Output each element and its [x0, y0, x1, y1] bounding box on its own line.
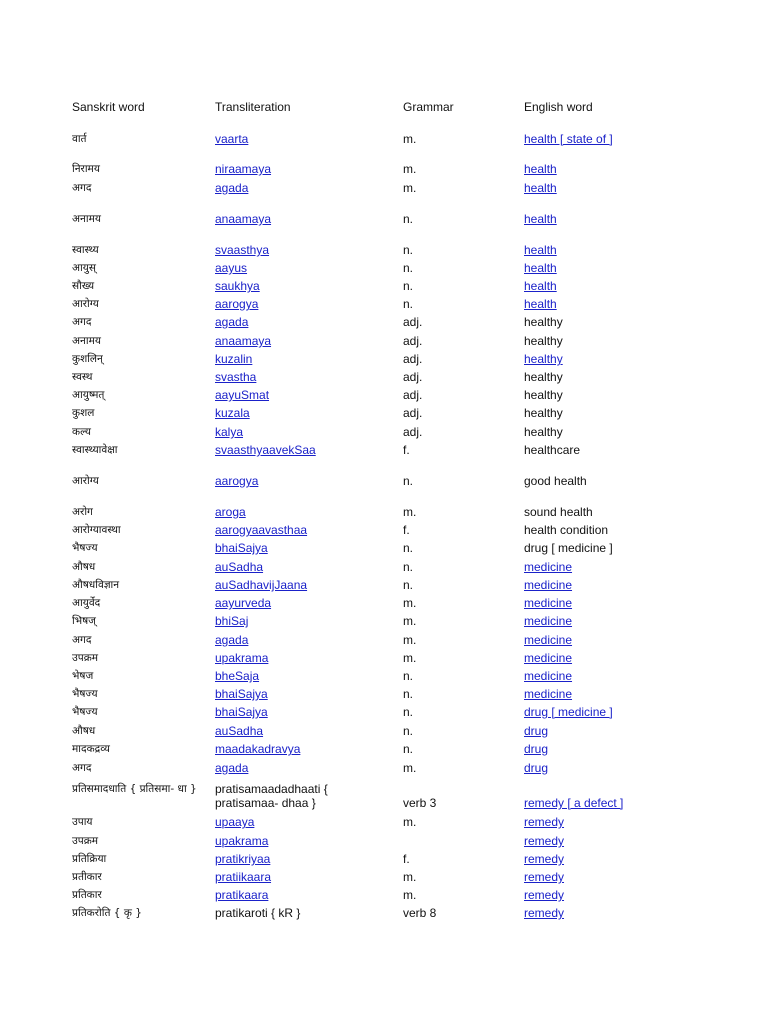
grammar-cell: n. [403, 687, 414, 701]
table-row [0, 314, 768, 332]
transliteration-link[interactable]: bhaiSajya [215, 705, 268, 719]
grammar-cell: n. [403, 279, 414, 293]
english-word-link[interactable]: health [524, 279, 557, 293]
english-word-text: healthy [524, 388, 563, 402]
grammar-cell: adj. [403, 352, 423, 366]
sanskrit-word: औषध [72, 725, 96, 737]
sanskrit-word: प्रतिसमादधाति { प्रतिसमा- धा } [72, 783, 197, 795]
english-word-link[interactable]: remedy [524, 888, 565, 902]
transliteration-link[interactable]: pratikaara [215, 888, 269, 902]
table-row [0, 833, 768, 851]
grammar-cell: n. [403, 474, 414, 488]
table-row [0, 595, 768, 613]
english-word-link[interactable]: health [524, 212, 557, 226]
table-row [0, 741, 768, 759]
table-row [0, 369, 768, 387]
english-word-link[interactable]: remedy [524, 852, 565, 866]
english-word-link[interactable]: remedy [524, 870, 565, 884]
transliteration-link[interactable]: bhaiSajya [215, 541, 268, 555]
sanskrit-word: उपाय [72, 816, 93, 828]
english-word-link[interactable]: drug [ medicine ] [524, 705, 613, 719]
english-word-link[interactable]: health [524, 261, 557, 275]
table-row [0, 782, 768, 812]
table-row [0, 540, 768, 558]
transliteration-link[interactable]: bhiSaj [215, 614, 249, 628]
transliteration-link[interactable]: aroga [215, 505, 246, 519]
table-row [0, 424, 768, 442]
transliteration-link[interactable]: aarogyaavasthaa [215, 523, 308, 537]
grammar-cell: m. [403, 505, 417, 519]
sanskrit-word: आयुष्मत् [72, 389, 105, 401]
english-word-link[interactable]: remedy [524, 834, 565, 848]
grammar-cell: m. [403, 888, 417, 902]
english-word-text: sound health [524, 505, 593, 519]
transliteration-link[interactable]: kuzalin [215, 352, 253, 366]
transliteration-link[interactable]: anaamaya [215, 212, 272, 226]
table-row [0, 278, 768, 296]
english-word-link[interactable]: healthy [524, 352, 563, 366]
transliteration-link[interactable]: agada [215, 633, 249, 647]
sanskrit-word: कुशलिन् [72, 353, 103, 365]
transliteration-link[interactable]: auSadha [215, 724, 264, 738]
sanskrit-word: अगद [72, 634, 92, 646]
sanskrit-word: औषध [72, 561, 96, 573]
english-word-link[interactable]: health [524, 181, 557, 195]
english-word-link[interactable]: remedy [524, 815, 565, 829]
grammar-cell: m. [403, 181, 417, 195]
table-row [0, 814, 768, 832]
table-row [0, 473, 768, 491]
header-grammar: Grammar [403, 100, 454, 114]
sanskrit-word: प्रतिकरोति { कृ } [72, 907, 142, 919]
grammar-cell: f. [403, 852, 410, 866]
grammar-cell: m. [403, 870, 417, 884]
transliteration-link[interactable]: agada [215, 761, 249, 775]
grammar-cell: adj. [403, 315, 423, 329]
table-row [0, 296, 768, 314]
grammar-cell: m. [403, 815, 417, 829]
table-row [0, 577, 768, 595]
english-word-text: healthy [524, 406, 563, 420]
table-row [0, 333, 768, 351]
sanskrit-word: भैषज्य [72, 706, 98, 718]
transliteration-link[interactable]: auSadhavijJaana [215, 578, 308, 592]
transliteration-link[interactable]: upakrama [215, 651, 269, 665]
sanskrit-word: भेषज [72, 670, 94, 682]
english-word-link[interactable]: medicine [524, 687, 573, 701]
english-word-link[interactable]: drug [524, 742, 549, 756]
sanskrit-word: अगद [72, 182, 92, 194]
grammar-cell: m. [403, 761, 417, 775]
transliteration-link[interactable]: maadakadravya [215, 742, 301, 756]
grammar-cell: verb 3 [403, 796, 437, 810]
transliteration-link[interactable]: bhaiSajya [215, 687, 268, 701]
table-row [0, 650, 768, 668]
header-sanskrit-word: Sanskrit word [72, 100, 145, 114]
table-row [0, 613, 768, 631]
sanskrit-word: भैषज्य [72, 688, 98, 700]
grammar-cell: n. [403, 212, 414, 226]
sanskrit-word: वार्त [72, 133, 87, 145]
english-word-link[interactable]: medicine [524, 596, 573, 610]
english-word-link[interactable]: medicine [524, 614, 573, 628]
table-row [0, 260, 768, 278]
sanskrit-word: आरोग्य [72, 298, 99, 310]
table-row [0, 887, 768, 905]
grammar-cell: adj. [403, 334, 423, 348]
sanskrit-word: प्रतीकार [72, 871, 102, 883]
transliteration-link[interactable]: aayus [215, 261, 248, 275]
english-word-link[interactable]: medicine [524, 560, 573, 574]
transliteration-link[interactable]: aarogya [215, 474, 259, 488]
sanskrit-word: स्वास्थ्य [72, 244, 99, 256]
grammar-cell: m. [403, 614, 417, 628]
grammar-cell: n. [403, 724, 414, 738]
grammar-cell: adj. [403, 370, 423, 384]
sanskrit-word: अनामय [72, 213, 101, 225]
table-row [0, 851, 768, 869]
grammar-cell: m. [403, 132, 417, 146]
sanskrit-word: आरोग्यावस्था [72, 524, 121, 536]
grammar-cell: verb 8 [403, 906, 437, 920]
table-row [0, 760, 768, 778]
table-row [0, 686, 768, 704]
transliteration-link[interactable]: kalya [215, 425, 244, 439]
grammar-cell: m. [403, 651, 417, 665]
transliteration-link[interactable]: upaaya [215, 815, 255, 829]
sanskrit-word: अरोग [72, 506, 93, 518]
sanskrit-word: अगद [72, 316, 92, 328]
grammar-cell: n. [403, 705, 414, 719]
grammar-cell: adj. [403, 406, 423, 420]
sanskrit-word: उपक्रम [72, 652, 99, 664]
table-row [0, 405, 768, 423]
grammar-cell: adj. [403, 425, 423, 439]
english-word-link[interactable]: drug [524, 761, 549, 775]
table-row [0, 180, 768, 198]
grammar-cell: f. [403, 523, 410, 537]
transliteration-link[interactable]: kuzala [215, 406, 250, 420]
sanskrit-word: अनामय [72, 335, 101, 347]
table-row [0, 161, 768, 179]
transliteration-link[interactable]: pratikriyaa [215, 852, 271, 866]
transliteration-link[interactable]: saukhya [215, 279, 260, 293]
transliteration-link[interactable]: vaarta [215, 132, 249, 146]
english-word-text: drug [ medicine ] [524, 541, 613, 555]
sanskrit-word: कल्य [72, 426, 91, 438]
grammar-cell: n. [403, 669, 414, 683]
grammar-cell: m. [403, 633, 417, 647]
header-transliteration: Transliteration [215, 100, 291, 114]
table-row [0, 242, 768, 260]
grammar-cell: n. [403, 578, 414, 592]
transliteration-link[interactable]: pratiikaara [215, 870, 272, 884]
transliteration-link[interactable]: aarogya [215, 297, 259, 311]
english-word-link[interactable]: remedy [ a defect ] [524, 796, 624, 810]
grammar-cell: m. [403, 162, 417, 176]
table-row [0, 559, 768, 577]
english-word-text: healthy [524, 334, 563, 348]
table-row [0, 211, 768, 229]
english-word-link[interactable]: medicine [524, 633, 573, 647]
sanskrit-word: सौख्य [72, 280, 95, 292]
sanskrit-word: भिषज् [72, 615, 96, 627]
sanskrit-word: कुशल [72, 407, 95, 419]
english-word-link[interactable]: remedy [524, 906, 565, 920]
sanskrit-word: आरोग्य [72, 475, 99, 487]
transliteration-link[interactable]: svaasthya [215, 243, 270, 257]
grammar-cell: n. [403, 261, 414, 275]
english-word-link[interactable]: health [524, 297, 557, 311]
english-word-text: healthy [524, 425, 563, 439]
transliteration-link[interactable]: aayuSmat [215, 388, 270, 402]
transliteration-text: pratisamaadadhaati { pratisamaa- dhaa } [215, 782, 328, 810]
table-row [0, 504, 768, 522]
grammar-cell: n. [403, 560, 414, 574]
english-word-link[interactable]: health [524, 162, 557, 176]
english-word-link[interactable]: health [ state of ] [524, 132, 613, 146]
english-word-link[interactable]: medicine [524, 578, 573, 592]
sanskrit-word: आयुर्वेद [72, 597, 101, 609]
table-row [0, 387, 768, 405]
english-word-link[interactable]: health [524, 243, 557, 257]
grammar-cell: f. [403, 443, 410, 457]
transliteration-link[interactable]: auSadha [215, 560, 264, 574]
transliteration-link[interactable]: aayurveda [215, 596, 272, 610]
sanskrit-word: आयुस् [72, 262, 96, 274]
transliteration-link[interactable]: bheSaja [215, 669, 260, 683]
table-row [0, 131, 768, 149]
english-word-text: healthy [524, 370, 563, 384]
transliteration-link[interactable]: agada [215, 181, 249, 195]
transliteration-link[interactable]: agada [215, 315, 249, 329]
english-word-link[interactable]: medicine [524, 651, 573, 665]
table-row [0, 632, 768, 650]
sanskrit-word: प्रतिक्रिया [72, 853, 107, 865]
transliteration-text: pratikaroti { kR } [215, 906, 301, 920]
grammar-cell: n. [403, 297, 414, 311]
table-row [0, 723, 768, 741]
transliteration-link[interactable]: niraamaya [215, 162, 272, 176]
grammar-cell: m. [403, 596, 417, 610]
table-row [0, 869, 768, 887]
transliteration-link[interactable]: svastha [215, 370, 257, 384]
sanskrit-word: औषधविज्ञान [72, 579, 120, 591]
english-word-link[interactable]: medicine [524, 669, 573, 683]
grammar-cell: n. [403, 742, 414, 756]
english-word-text: good health [524, 474, 587, 488]
table-row [0, 442, 768, 460]
sanskrit-word: मादकद्रव्य [72, 743, 110, 755]
table-header [0, 99, 768, 117]
english-word-text: healthy [524, 315, 563, 329]
table-row [0, 522, 768, 540]
transliteration-link[interactable]: upakrama [215, 834, 269, 848]
transliteration-link[interactable]: svaasthyaavekSaa [215, 443, 316, 457]
table-row [0, 351, 768, 369]
grammar-cell: n. [403, 541, 414, 555]
english-word-text: healthcare [524, 443, 581, 457]
transliteration-link[interactable]: anaamaya [215, 334, 272, 348]
table-row [0, 905, 768, 923]
sanskrit-word: निरामय [72, 163, 100, 175]
grammar-cell: adj. [403, 388, 423, 402]
table-row [0, 704, 768, 722]
sanskrit-word: स्वस्थ [72, 371, 93, 383]
table-row [0, 668, 768, 686]
sanskrit-word: स्वास्थ्यावेक्षा [72, 444, 118, 456]
grammar-cell: n. [403, 243, 414, 257]
sanskrit-word: भैषज्य [72, 542, 98, 554]
header-english-word: English word [524, 100, 593, 114]
english-word-text: health condition [524, 523, 609, 537]
sanskrit-word: उपक्रम [72, 835, 99, 847]
english-word-link[interactable]: drug [524, 724, 549, 738]
sanskrit-word: प्रतिकार [72, 889, 102, 901]
sanskrit-word: अगद [72, 762, 92, 774]
